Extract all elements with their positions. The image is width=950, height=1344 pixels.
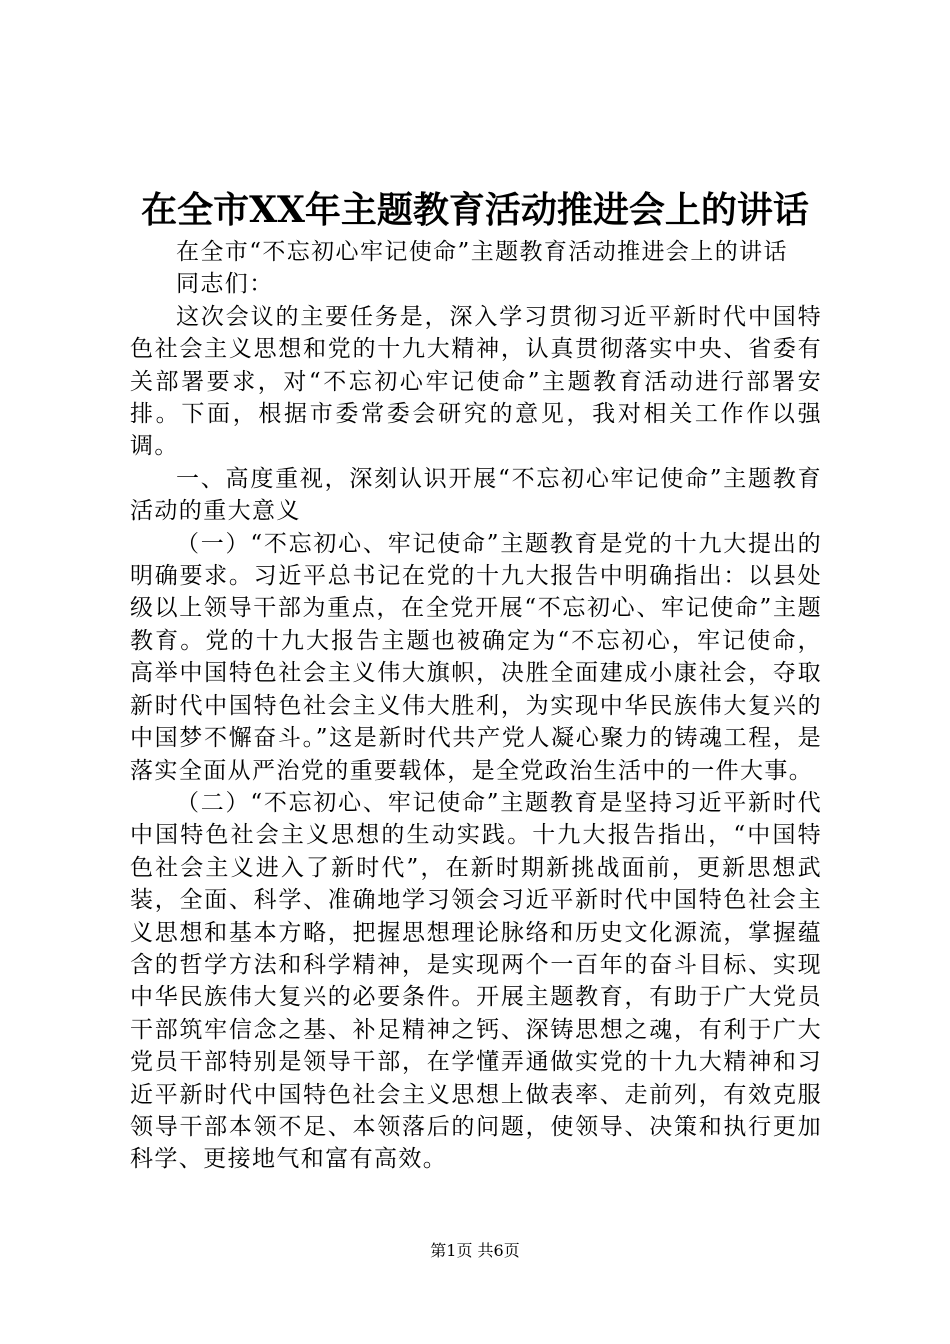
page-number-footer: 第1页 共6页 [430,1241,520,1260]
document-body [130,236,822,1176]
document-title: 在全市XX年主题教育活动推进会上的讲话 [141,189,809,231]
paragraph-salutation: 同志们： [176,271,274,298]
section-heading-1: 一、高度重视，深刻认识开展“不忘初心牢记使命”主题教育活动的重大意义 [130,465,822,525]
paragraph-intro: 这次会议的主要任务是，深入学习贯彻习近平新时代中国特色社会主义思想和党的十九大精神，认真贯彻落实中央、省委有关部署要求，对“不忘初心牢记使命”主题教育活动进行部署安排。下面，根据市委常委会研究的意见，我对相关工作作以强调。 [130,303,822,460]
paragraph-point-2: （二）“不忘初心、牢记使命”主题教育是坚持习近平新时代中国特色社会主义思想的生动实践。十九大报告指出，“中国特色社会主义进入了新时代”，在新时期新挑战面前，更新思想武装，全面、科学、准确地学习领会习近平新时代中国特色社会主义思想和基本方略，把握思想理论脉络和历史文化源流，掌握蕴含的哲学方法和科学精神，是实现两个一百年的奋斗目标、实现中华民族伟大复兴的必要条件。开展主题教育，有助于广大党员干部筑牢信念之基、补足精神之钙、深铸思想之魂，有利于广大党员干部特别是领导干部，在学懂弄通做实党的十九大精神和习近平新时代中国特色社会主义思想上做表率、走前列，有效克服领导干部本领不足、本领落后的问题，使领导、决策和执行更加科学、更接地气和富有高效。 [130,789,822,1173]
paragraph-point-1: （一）“不忘初心、牢记使命”主题教育是党的十九大提出的明确要求。习近平总书记在党的十九大报告中明确指出：以县处级以上领导干部为重点，在全党开展“不忘初心、牢记使命”主题教育。党的十九大报告主题也被确定为“不忘初心，牢记使命，高举中国特色社会主义伟大旗帜，决胜全面建成小康社会，夺取新时代中国特色社会主义伟大胜利，为实现中华民族伟大复兴的中国梦不懈奋斗。”这是新时代共产党人凝心聚力的铸魂工程，是落实全面从严治党的重要载体，是全党政治生活中的一件大事。 [130,530,822,784]
paragraph-subtitle: 在全市“不忘初心牢记使命”主题教育活动推进会上的讲话 [176,239,788,265]
